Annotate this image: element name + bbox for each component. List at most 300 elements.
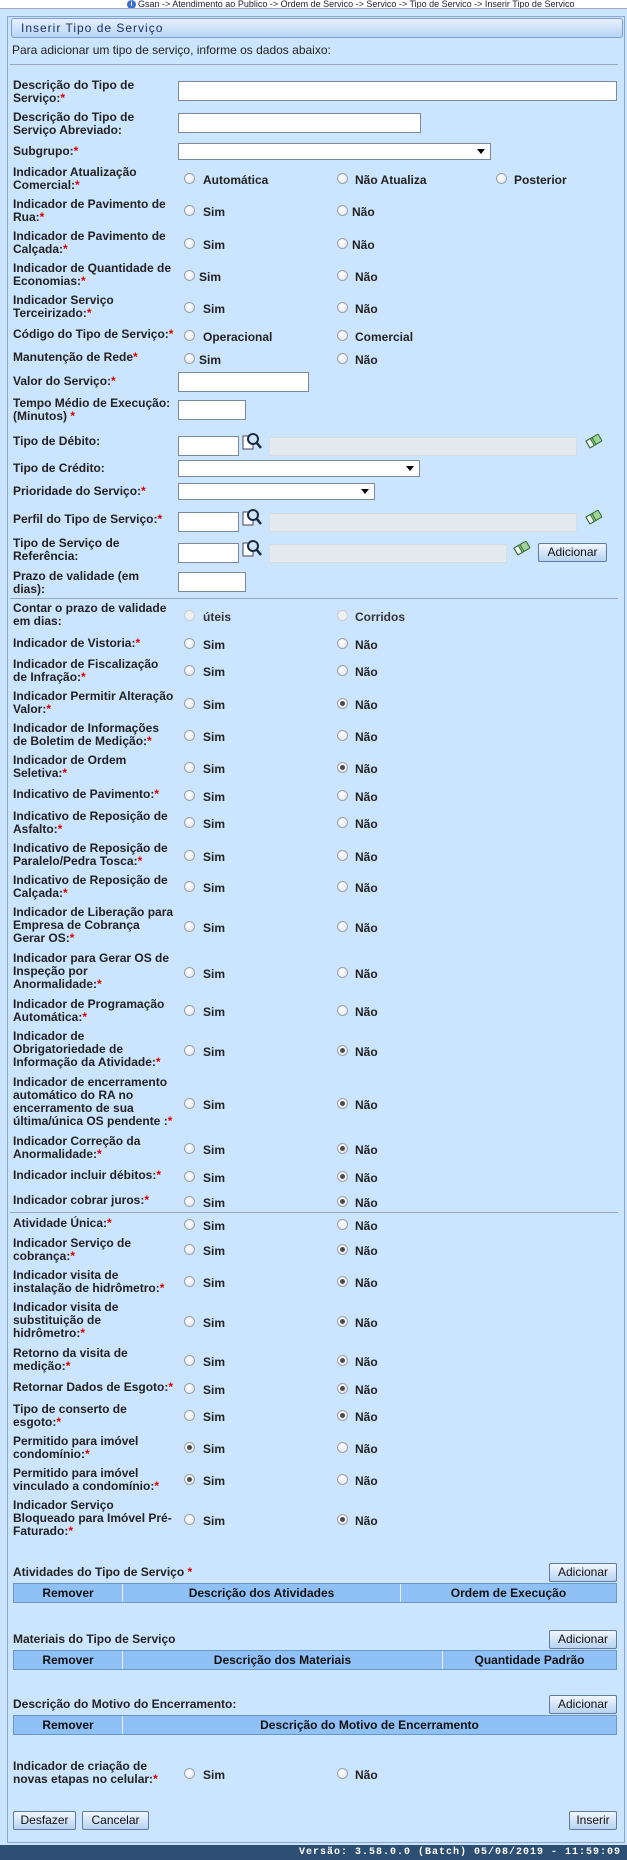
breadcrumb: Gsan -> Atendimento ao Publico -> Ordem de Servico -> Servico -> Tipo de Servico -> Inserir Tipo de Servico (138, 0, 575, 9)
indicator-a-11-sim-radio[interactable] (184, 1005, 195, 1016)
label-terceirizado (13, 294, 114, 320)
comercial-radio[interactable] (337, 330, 348, 341)
required-mark: * (56, 1415, 62, 1429)
label-pavimento-calcada-line: Calçada: (13, 242, 64, 256)
label-indicator-a-9-line: Empresa de Cobrança (13, 918, 140, 932)
indicator-b-2-sim-radio[interactable] (184, 1276, 195, 1287)
required-mark: * (159, 1281, 165, 1295)
label-indicator-a-5-line: Indicativo de Pavimento: (13, 787, 155, 801)
label-indicator-b-9-line: Faturado: (13, 1524, 69, 1538)
criacao-etapas-sim-radio[interactable] (184, 1768, 195, 1779)
label-pavimento-rua-line: Rua: (13, 210, 40, 224)
indicator-a-9-sim-radio[interactable] (184, 921, 195, 932)
label-atualizacao-comercial-line: Indicador Atualização (13, 165, 137, 179)
label-indicator-a-12-line: Informação da Atividade: (13, 1055, 156, 1069)
indicator-a-10-sim-radio[interactable] (184, 967, 195, 978)
column-header: Ordem de Execução (450, 1586, 567, 1600)
indicator-b-0-nao-radio[interactable] (337, 1219, 348, 1230)
indicator-a-9-nao-radio[interactable] (337, 921, 348, 932)
label-indicator-b-3-line: hidrômetro: (13, 1326, 81, 1340)
section-title-atividades (13, 1565, 192, 1579)
indicator-a-0-sim-label: Sim (203, 638, 226, 652)
label-indicator-b-7 (13, 1435, 138, 1461)
corridos-label: Corridos (355, 610, 406, 624)
label-pavimento-calcada (13, 230, 166, 256)
label-indicator-b-7-line: condomínio: (13, 1447, 85, 1461)
indicator-a-5-sim-radio[interactable] (184, 790, 195, 801)
indicator-a-9-nao-label: Não (355, 921, 378, 935)
label-contar-prazo-line: em dias: (13, 614, 62, 628)
indicator-b-6-sim-label: Sim (203, 1410, 226, 1424)
indicator-b-3-sim-label: Sim (203, 1316, 226, 1330)
label-indicator-b-2 (13, 1269, 164, 1295)
required-mark: * (154, 1479, 160, 1493)
label-tempo-medio (13, 397, 170, 423)
indicator-b-8-sim-label: Sim (203, 1474, 226, 1488)
table-header-materiais (13, 1650, 617, 1670)
label-pavimento-rua-line: Indicador de Pavimento de (13, 197, 166, 211)
subgrupo-select[interactable] (178, 143, 491, 160)
label-contar-prazo-line: Contar o prazo de validade (13, 601, 167, 615)
qtd-economias-nao-label: Não (355, 270, 378, 284)
label-criacao-etapas (13, 1760, 158, 1786)
label-indicator-a-5 (13, 788, 159, 801)
label-indicator-a-16-line: Indicador cobrar juros: (13, 1193, 145, 1207)
indicator-a-10-nao-radio[interactable] (337, 967, 348, 978)
section-title-text: Descrição do Motivo do Encerramento: (13, 1697, 237, 1711)
indicator-b-2-nao-label: Não (355, 1276, 378, 1290)
label-qtd-economias (13, 262, 171, 288)
label-perfil-line: Perfil do Tipo de Serviço: (13, 512, 158, 526)
label-indicator-a-3-line: de Boletim de Medição: (13, 734, 148, 748)
label-codigo-tipo (13, 328, 173, 341)
divider (10, 598, 618, 599)
tipo-debito-clear-icon[interactable] (585, 433, 603, 449)
perfil-descricao-field (269, 513, 577, 532)
indicator-a-6-sim-label: Sim (203, 817, 226, 831)
indicator-a-3-nao-label: Não (355, 730, 378, 744)
label-tipo-debito (13, 435, 100, 448)
label-indicator-a-13-line: Indicador de encerramento (13, 1075, 168, 1089)
indicator-a-4-nao-radio[interactable] (337, 762, 348, 773)
indicator-a-5-nao-label: Não (355, 790, 378, 804)
required-mark: * (85, 1447, 90, 1461)
indicator-b-6-sim-radio[interactable] (184, 1410, 195, 1421)
label-descricao (13, 79, 134, 105)
indicator-b-0-sim-radio[interactable] (184, 1219, 195, 1230)
operacional-label: Operacional (203, 330, 273, 344)
label-indicator-b-3-line: substituição de (13, 1313, 102, 1327)
criacao-etapas-nao-radio[interactable] (337, 1768, 348, 1779)
indicator-a-2-sim-radio[interactable] (184, 698, 195, 709)
terceirizado-nao-radio[interactable] (337, 302, 348, 313)
label-indicator-a-10-line: Inspeção por (13, 964, 88, 978)
label-indicator-a-11 (13, 998, 164, 1024)
label-descricao-line: Serviço: (13, 91, 61, 105)
indicator-a-13-nao-radio[interactable] (337, 1098, 348, 1109)
indicator-a-5-sim-label: Sim (203, 790, 226, 804)
indicator-a-7-nao-radio[interactable] (337, 850, 348, 861)
indicator-a-8-nao-radio[interactable] (337, 881, 348, 892)
indicator-b-3-nao-radio[interactable] (337, 1316, 348, 1327)
label-indicator-b-6-line: esgoto: (13, 1415, 57, 1429)
adicionar-motivo-button[interactable]: Adicionar (549, 1695, 617, 1714)
info-icon: i (127, 0, 136, 9)
qtd-economias-nao-radio[interactable] (337, 270, 348, 281)
adicionar-referencia-button[interactable]: Adicionar (538, 543, 607, 562)
label-indicator-a-10-line: Indicador para Gerar OS de (13, 951, 170, 965)
indicator-a-6-sim-radio[interactable] (184, 817, 195, 828)
label-indicator-b-7-line: Permitido para imóvel (13, 1434, 139, 1448)
tipo-debito-descricao-field (269, 437, 577, 456)
indicator-a-1-nao-radio[interactable] (337, 665, 348, 676)
label-indicator-a-6-line: Indicativo de Reposição de (13, 809, 168, 823)
section-title-materiais (13, 1632, 176, 1646)
label-manutencao-rede-line: Manutenção de Rede (13, 350, 134, 364)
label-prazo-validade (13, 570, 139, 596)
label-indicator-a-10 (13, 952, 169, 991)
label-terceirizado-line: Terceirizado: (13, 306, 87, 320)
label-indicator-a-8-line: Indicativo de Reposição de (13, 873, 168, 887)
label-indicator-b-2-line: Indicador visita de (13, 1268, 119, 1282)
indicator-b-9-sim-radio[interactable] (184, 1514, 195, 1525)
label-indicator-b-9 (13, 1499, 172, 1538)
manutencao-rede-sim-radio[interactable] (184, 353, 195, 364)
pavimento-calcada-sim-radio[interactable] (184, 238, 195, 249)
label-indicator-a-14 (13, 1135, 140, 1161)
indicator-a-14-nao-radio[interactable] (337, 1143, 348, 1154)
required-mark: * (157, 512, 163, 526)
pavimento-rua-sim-label: Sim (203, 205, 226, 219)
perfil-search-icon[interactable] (242, 508, 262, 528)
prioridade-select[interactable] (178, 483, 375, 500)
label-indicator-a-14-line: Anormalidade: (13, 1147, 98, 1161)
required-mark: * (63, 242, 68, 256)
label-indicator-a-13-line: última/única OS pendente : (13, 1114, 168, 1128)
indicator-b-2-sim-label: Sim (203, 1276, 226, 1290)
label-indicator-a-10-line: Anormalidade: (13, 977, 98, 991)
indicator-b-6-nao-label: Não (355, 1410, 378, 1424)
label-qtd-economias-line: Economias: (13, 274, 82, 288)
pavimento-rua-sim-radio[interactable] (184, 205, 195, 216)
inserir-button[interactable]: Inserir (569, 1811, 617, 1830)
indicator-a-14-nao-label: Não (355, 1143, 378, 1157)
label-indicator-b-0 (13, 1217, 112, 1230)
descricao-input[interactable] (178, 81, 617, 101)
nao-atualiza-radio[interactable] (337, 173, 348, 184)
label-pavimento-calcada-line: Indicador de Pavimento de (13, 229, 166, 243)
pavimento-calcada-nao-label: Não (352, 238, 375, 252)
indicator-b-5-nao-radio[interactable] (337, 1383, 348, 1394)
breadcrumb-bar (0, 0, 627, 9)
label-terceirizado-line: Indicador Serviço (13, 293, 114, 307)
prazo-validade-input[interactable] (178, 572, 246, 592)
label-indicator-a-1-line: Indicador de Fiscalização (13, 657, 159, 671)
label-indicator-a-1-line: de Infração: (13, 670, 82, 684)
label-indicator-a-11-line: Indicador de Programação (13, 997, 165, 1011)
column-header: Remover (14, 1651, 123, 1669)
label-manutencao-rede (13, 351, 138, 364)
indicator-a-16-sim-radio[interactable] (184, 1196, 195, 1207)
tipo-credito-select[interactable] (178, 460, 420, 477)
section-title-text: Materiais do Tipo de Serviço (13, 1632, 176, 1646)
indicator-b-3-sim-radio[interactable] (184, 1316, 195, 1327)
indicator-b-9-sim-label: Sim (203, 1514, 226, 1528)
operacional-radio[interactable] (184, 330, 195, 341)
required-mark: * (63, 886, 68, 900)
indicator-b-4-nao-radio[interactable] (337, 1355, 348, 1366)
indicator-a-11-nao-label: Não (355, 1005, 378, 1019)
label-indicator-b-4-line: medição: (13, 1359, 66, 1373)
indicator-b-8-nao-radio[interactable] (337, 1474, 348, 1485)
label-indicator-b-1 (13, 1237, 131, 1263)
label-indicator-b-9-line: Indicador Serviço (13, 1498, 114, 1512)
label-indicator-b-3 (13, 1301, 118, 1340)
manutencao-rede-nao-label: Não (355, 353, 378, 367)
label-indicator-b-6 (13, 1403, 127, 1429)
required-mark: * (133, 350, 138, 364)
label-indicator-b-6-line: Tipo de conserto de (13, 1402, 127, 1416)
manutencao-rede-sim-label: Sim (199, 353, 222, 367)
label-perfil (13, 513, 162, 526)
indicator-a-7-sim-radio[interactable] (184, 850, 195, 861)
required-mark: * (155, 1055, 161, 1069)
indicator-a-8-nao-label: Não (355, 881, 378, 895)
indicator-b-1-nao-radio[interactable] (337, 1244, 348, 1255)
label-criacao-etapas-line: Indicador de criação de (13, 1759, 148, 1773)
label-indicator-a-2 (13, 690, 173, 716)
indicator-a-3-sim-radio[interactable] (184, 730, 195, 741)
label-indicator-b-4 (13, 1347, 128, 1373)
indicator-b-8-sim-radio[interactable] (184, 1474, 195, 1485)
terceirizado-sim-radio[interactable] (184, 302, 195, 313)
required-mark: * (80, 1326, 86, 1340)
label-indicator-b-8-line: Permitido para imóvel (13, 1466, 139, 1480)
indicator-b-9-nao-label: Não (355, 1514, 378, 1528)
valor-servico-input[interactable] (178, 372, 309, 392)
required-mark: * (65, 1359, 71, 1373)
required-mark: * (46, 702, 52, 716)
tipo-debito-search-icon[interactable] (242, 432, 262, 452)
cancelar-button[interactable]: Cancelar (82, 1811, 149, 1830)
indicator-b-7-sim-label: Sim (203, 1442, 226, 1456)
indicator-b-5-sim-radio[interactable] (184, 1383, 195, 1394)
adicionar-materiais-button[interactable]: Adicionar (549, 1630, 617, 1649)
indicator-a-12-sim-label: Sim (203, 1045, 226, 1059)
required-mark: * (81, 274, 86, 288)
label-indicator-b-1-line: Indicador Serviço de (13, 1236, 132, 1250)
required-mark: * (141, 484, 146, 498)
qtd-economias-sim-radio[interactable] (184, 270, 195, 281)
indicator-a-0-sim-radio[interactable] (184, 638, 195, 649)
required-mark: * (82, 1010, 88, 1024)
posterior-radio[interactable] (496, 173, 507, 184)
indicator-a-13-sim-radio[interactable] (184, 1098, 195, 1109)
label-indicator-a-3-line: Indicador de Informações (13, 721, 160, 735)
label-tipo-credito-line: Tipo de Crédito: (13, 461, 105, 475)
indicator-b-7-nao-label: Não (355, 1442, 378, 1456)
criacao-etapas-sim-label: Sim (203, 1768, 226, 1782)
label-indicator-a-12-line: Obrigatoriedade de (13, 1042, 124, 1056)
perfil-clear-icon[interactable] (585, 509, 603, 525)
indicator-b-4-sim-radio[interactable] (184, 1355, 195, 1366)
indicator-a-1-sim-radio[interactable] (184, 665, 195, 676)
required-mark: * (39, 210, 45, 224)
desfazer-button[interactable]: Desfazer (13, 1811, 76, 1830)
indicator-a-9-sim-label: Sim (203, 921, 226, 935)
indicator-a-14-sim-radio[interactable] (184, 1143, 195, 1154)
table-header-motivo (13, 1715, 617, 1735)
indicator-a-15-sim-label: Sim (203, 1171, 226, 1185)
required-mark: * (147, 734, 152, 748)
required-mark: * (97, 1147, 102, 1161)
referencia-clear-icon[interactable] (513, 540, 531, 556)
label-subgrupo (13, 145, 78, 158)
label-indicator-a-2-line: Indicador Permitir Alteração (13, 689, 174, 703)
perfil-codigo-input[interactable] (178, 512, 239, 532)
pavimento-calcada-nao-radio[interactable] (337, 238, 348, 249)
indicator-a-11-nao-radio[interactable] (337, 1005, 348, 1016)
label-tipo-referencia (13, 537, 119, 563)
indicator-b-5-nao-label: Não (355, 1383, 378, 1397)
indicator-a-16-nao-radio[interactable] (337, 1196, 348, 1207)
indicator-a-6-nao-radio[interactable] (337, 817, 348, 828)
label-valor-servico-line: Valor do Serviço: (13, 374, 112, 388)
label-subgrupo-line: Subgrupo: (13, 144, 74, 158)
label-indicator-a-7-line: Indicativo de Reposição de (13, 841, 168, 855)
indicator-a-6-nao-label: Não (355, 817, 378, 831)
required-mark: * (167, 1114, 173, 1128)
label-indicator-a-9 (13, 906, 173, 945)
label-criacao-etapas-line: novas etapas no celular: (13, 1772, 154, 1786)
required-mark: * (111, 374, 116, 388)
indicator-b-6-nao-radio[interactable] (337, 1410, 348, 1421)
label-tempo-medio-line: (Minutos) (13, 409, 71, 423)
label-indicator-a-12-line: Indicador de (13, 1029, 85, 1043)
label-qtd-economias-line: Indicador de Quantidade de (13, 261, 172, 275)
label-indicator-a-2-line: Valor: (13, 702, 47, 716)
indicator-b-7-nao-radio[interactable] (337, 1442, 348, 1453)
tempo-medio-input[interactable] (178, 400, 246, 420)
indicator-a-16-sim-label: Sim (203, 1196, 226, 1210)
required-mark: * (69, 931, 75, 945)
indicator-a-15-nao-radio[interactable] (337, 1171, 348, 1182)
label-indicator-a-11-line: Automática: (13, 1010, 83, 1024)
label-descricao-abreviado-line: Descrição do Tipo de (13, 110, 135, 124)
required-mark: * (156, 1168, 162, 1182)
indicator-a-0-nao-radio[interactable] (337, 638, 348, 649)
column-header: Remover (14, 1584, 123, 1602)
intro-text: Para adicionar um tipo de serviço, informe os dados abaixo: (12, 43, 331, 57)
indicator-b-9-nao-radio[interactable] (337, 1514, 348, 1525)
label-indicator-b-1-line: cobrança: (13, 1249, 71, 1263)
label-atualizacao-comercial (13, 166, 137, 192)
indicator-a-1-nao-label: Não (355, 665, 378, 679)
qtd-economias-sim-label: Sim (199, 270, 222, 284)
indicator-a-3-nao-radio[interactable] (337, 730, 348, 741)
indicator-a-1-sim-label: Sim (203, 665, 226, 679)
indicator-b-8-nao-label: Não (355, 1474, 378, 1488)
required-mark: * (70, 1249, 76, 1263)
label-indicator-a-7 (13, 842, 168, 868)
tipo-debito-codigo-input[interactable] (178, 436, 239, 456)
comercial-label: Comercial (355, 330, 414, 344)
indicator-a-5-nao-radio[interactable] (337, 790, 348, 801)
label-contar-prazo (13, 602, 166, 628)
automatica-radio[interactable] (184, 173, 195, 184)
indicator-b-2-nao-radio[interactable] (337, 1276, 348, 1287)
label-descricao-abreviado (13, 111, 134, 137)
indicator-b-1-nao-label: Não (355, 1244, 378, 1258)
required-mark: * (62, 766, 68, 780)
indicator-a-12-sim-radio[interactable] (184, 1045, 195, 1056)
label-indicator-a-8 (13, 874, 168, 900)
manutencao-rede-nao-radio[interactable] (337, 353, 348, 364)
indicator-a-7-nao-label: Não (355, 850, 378, 864)
indicator-a-15-sim-radio[interactable] (184, 1171, 195, 1182)
label-indicator-a-6-line: Asfalto: (13, 822, 58, 836)
indicator-a-12-nao-radio[interactable] (337, 1045, 348, 1056)
indicator-b-4-sim-label: Sim (203, 1355, 226, 1369)
indicator-b-7-sim-radio[interactable] (184, 1442, 195, 1453)
required-mark: * (70, 409, 75, 423)
indicator-a-12-nao-label: Não (355, 1045, 378, 1059)
descricao-abreviada-input[interactable] (178, 113, 421, 133)
indicator-b-4-nao-label: Não (355, 1355, 378, 1369)
indicator-a-8-sim-radio[interactable] (184, 881, 195, 892)
label-indicator-a-3 (13, 722, 159, 748)
label-prazo-validade-line: dias): (13, 582, 46, 596)
indicator-a-4-sim-radio[interactable] (184, 762, 195, 773)
label-indicator-b-3-line: Indicador visita de (13, 1300, 119, 1314)
indicator-b-0-nao-label: Não (355, 1219, 378, 1233)
required-mark: * (75, 178, 80, 192)
label-indicator-a-4 (13, 754, 126, 780)
indicator-a-3-sim-label: Sim (203, 730, 226, 744)
label-indicator-a-9-line: Indicador de Liberação para (13, 905, 174, 919)
label-descricao-abreviado-line: Serviço Abreviado: (13, 123, 122, 137)
indicator-a-11-sim-label: Sim (203, 1005, 226, 1019)
indicator-a-0-nao-label: Não (355, 638, 378, 652)
referencia-search-icon[interactable] (242, 539, 262, 559)
indicator-a-15-nao-label: Não (355, 1171, 378, 1185)
pavimento-calcada-sim-label: Sim (203, 238, 226, 252)
version-footer: Versão: 3.58.0.0 (Batch) 05/08/2019 - 11:59:09 (0, 1845, 627, 1860)
indicator-a-13-nao-label: Não (355, 1098, 378, 1112)
indicator-a-14-sim-label: Sim (203, 1143, 226, 1157)
adicionar-atividades-button[interactable]: Adicionar (549, 1563, 617, 1582)
indicator-a-2-nao-radio[interactable] (337, 698, 348, 709)
label-indicator-b-4-line: Retorno da visita de (13, 1346, 128, 1360)
required-mark: * (73, 144, 79, 158)
indicator-b-1-sim-radio[interactable] (184, 1244, 195, 1255)
column-header: Quantidade Padrão (474, 1653, 585, 1667)
column-header: Descrição do Motivo de Encerramento (260, 1718, 479, 1732)
referencia-codigo-input[interactable] (178, 543, 239, 563)
label-indicator-a-8-line: Calçada: (13, 886, 64, 900)
label-tipo-credito (13, 462, 105, 475)
label-atualizacao-comercial-line: Comercial: (13, 178, 76, 192)
required-mark: * (107, 1216, 112, 1230)
indicator-a-4-sim-label: Sim (203, 762, 226, 776)
label-tipo-referencia-line: Tipo de Serviço de (13, 536, 120, 550)
label-tipo-referencia-line: Referência: (13, 549, 79, 563)
indicator-a-2-sim-label: Sim (203, 698, 226, 712)
page-title: Inserir Tipo de Serviço (11, 18, 623, 38)
label-indicator-a-13-line: automático do RA no (13, 1088, 134, 1102)
required-mark: * (68, 1524, 74, 1538)
pavimento-rua-nao-radio[interactable] (337, 205, 348, 216)
